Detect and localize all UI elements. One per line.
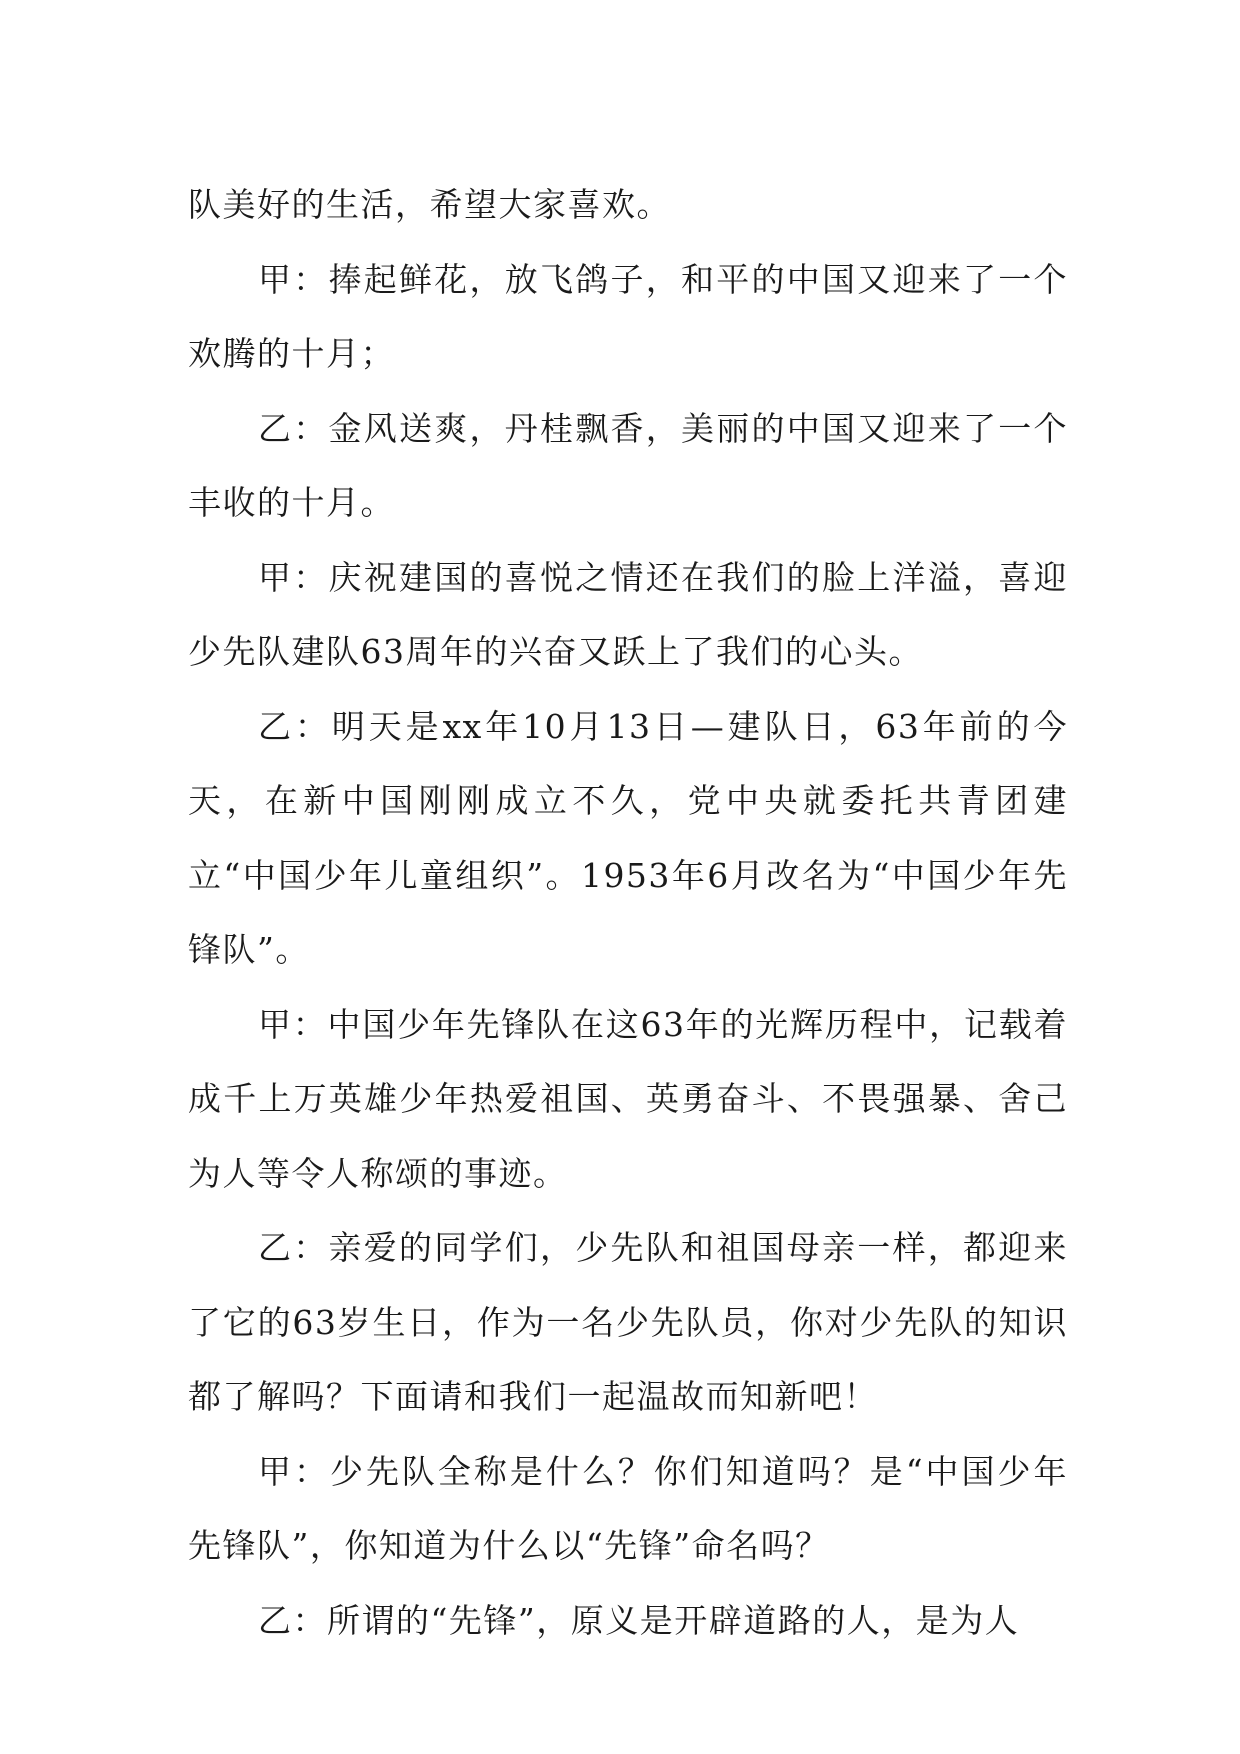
paragraph-yi-4: 乙：所谓的“先锋”，原义是开辟道路的人，是为人 — [258, 1600, 1020, 1640]
paragraph-jia-1: 甲：捧起鲜花，放飞鸽子，和平的中国又迎来了一个欢腾的十月； — [188, 259, 1068, 373]
paragraph-jia-3: 甲：中国少年先锋队在这63年的光辉历程中，记载着成千上万英雄少年热爱祖国、英勇奋斗、不畏强暴、舍己为人等令人称颂的事迹。 — [188, 1004, 1068, 1193]
paragraph-yi-1: 乙：金风送爽，丹桂飘香，美丽的中国又迎来了一个丰收的十月。 — [188, 408, 1068, 522]
paragraph-continuation: 队美好的生活，希望大家喜欢。 — [188, 185, 671, 224]
document-body — [188, 168, 1068, 1658]
paragraph-jia-4: 甲：少先队全称是什么？你们知道吗？是“中国少年先锋队”，你知道为什么以“先锋”命名吗？ — [188, 1451, 1068, 1565]
paragraph-yi-3: 乙：亲爱的同学们，少先队和祖国母亲一样，都迎来了它的63岁生日，作为一名少先队员，你对少先队的知识都了解吗？下面请和我们一起温故而知新吧！ — [188, 1228, 1068, 1416]
paragraph-jia-2: 甲：庆祝建国的喜悦之情还在我们的脸上洋溢，喜迎少先队建队63周年的兴奋又跃上了我们的心头。 — [188, 557, 1068, 671]
paragraph-yi-2: 乙：明天是xx年10月13日—建队日，63年前的今天，在新中国刚刚成立不久，党中央就委托共青团建立“中国少年儿童组织”。1953年6月改名为“中国少年先锋队”。 — [188, 706, 1068, 969]
